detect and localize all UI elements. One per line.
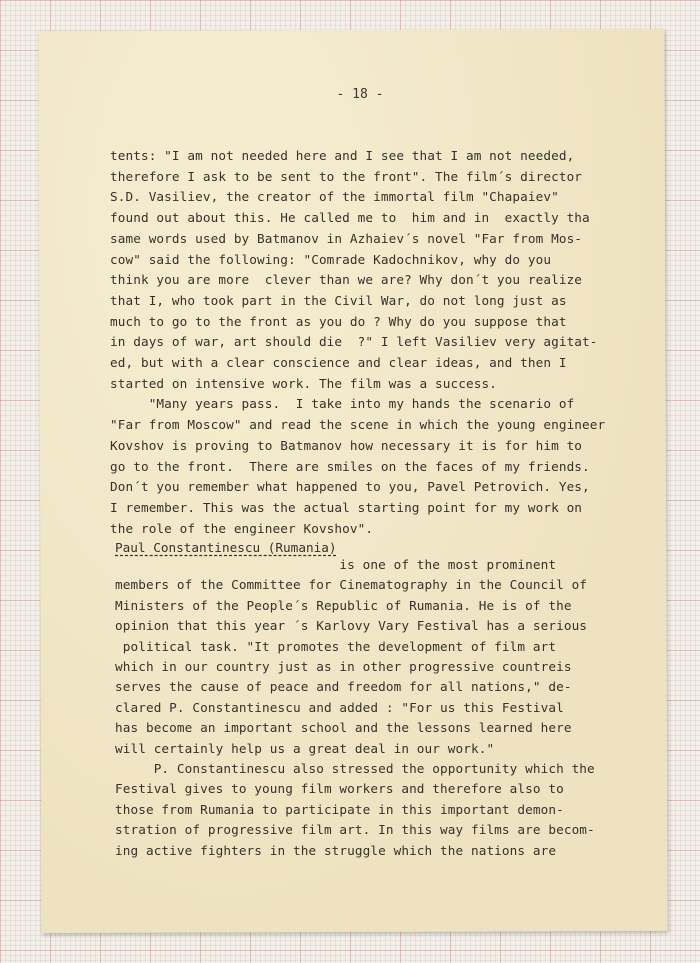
text-line: those from Rumania to participate in this important demon- [115,801,564,817]
text-line: Kovshov is proving to Batmanov how necessary it is for him to [110,437,583,453]
text-line: members of the Committee for Cinematography in the Council of [115,577,588,593]
text-line: "Far from Moscow" and read the scene in which the young engineer [110,417,606,433]
text-line: I remember. This was the actual starting point for my work on [110,499,583,515]
text-line: that I, who took part in the Civil War, do not long just as [110,292,567,308]
text-line: S.D. Vasiliev, the creator of the immortal film "Chapaiev" [110,189,559,205]
text-line: found out about this. He called me to him and in exactly tha [110,210,590,226]
text-line: Ministers of the People´s Republic of Rumania. He is of the [115,597,572,613]
text-line: started on intensive work. The film was a success. [110,375,497,391]
text-line: Don´t you remember what happened to you, Pavel Petrovich. Yes, [110,479,590,495]
text-line: go to the front. There are smiles on the faces of my friends. [110,458,590,474]
text-line: the role of the engineer Kovshov". [110,520,374,536]
text-line: opinion that this year ´s Karlovy Vary Festival has a serious [115,618,588,634]
text-line: stration of progressive film art. In this way films are becom- [115,822,595,838]
text-line: which in our country just as in other progressive countreis [115,659,572,674]
text-line: serves the cause of peace and freedom for all nations," de- [115,679,572,695]
text-line: ed, but with a clear conscience and clear ideas, and then I [110,355,567,370]
text-line: therefore I ask to be sent to the front". The film´s director [110,168,583,184]
text-line: cow" said the following: "Comrade Kadochnikov, why do you [110,251,552,267]
text-line: ing active fighters in the struggle which the nations are [115,842,557,858]
text-line: tents: "I am not needed here and I see that I am not needed, [110,148,575,163]
text-line: much to go to the front as you do ? Why do you suppose that [110,313,567,329]
text-line: is one of the most prominent [115,557,557,572]
text-line: clared P. Constantinescu and added : "For us this Festival [115,699,564,715]
text-line: same words used by Batmanov in Azhaiev´s novel "Far from Mos- [110,230,583,246]
text-line: "Many years pass. I take into my hands the scenario of [110,396,575,412]
text-line: Festival gives to young film workers and therefore also to [115,781,564,797]
text-line: think you are more clever than we are? Why don´t you realize [110,272,583,288]
text-line: P. Constantinescu also stressed the opportunity which the [115,761,595,776]
text-line: in days of war, art should die ?" I left Vasiliev very agitat- [110,334,598,350]
page-number: - 18 - [336,87,384,102]
section-heading: Paul Constantinescu (Rumania) [115,540,337,555]
text-line: political task. "It promotes the development of film art [115,638,557,654]
text-line: will certainly help us a great deal in our work." [115,740,495,756]
text-line: has become an important school and the lessons learned here [115,720,572,736]
